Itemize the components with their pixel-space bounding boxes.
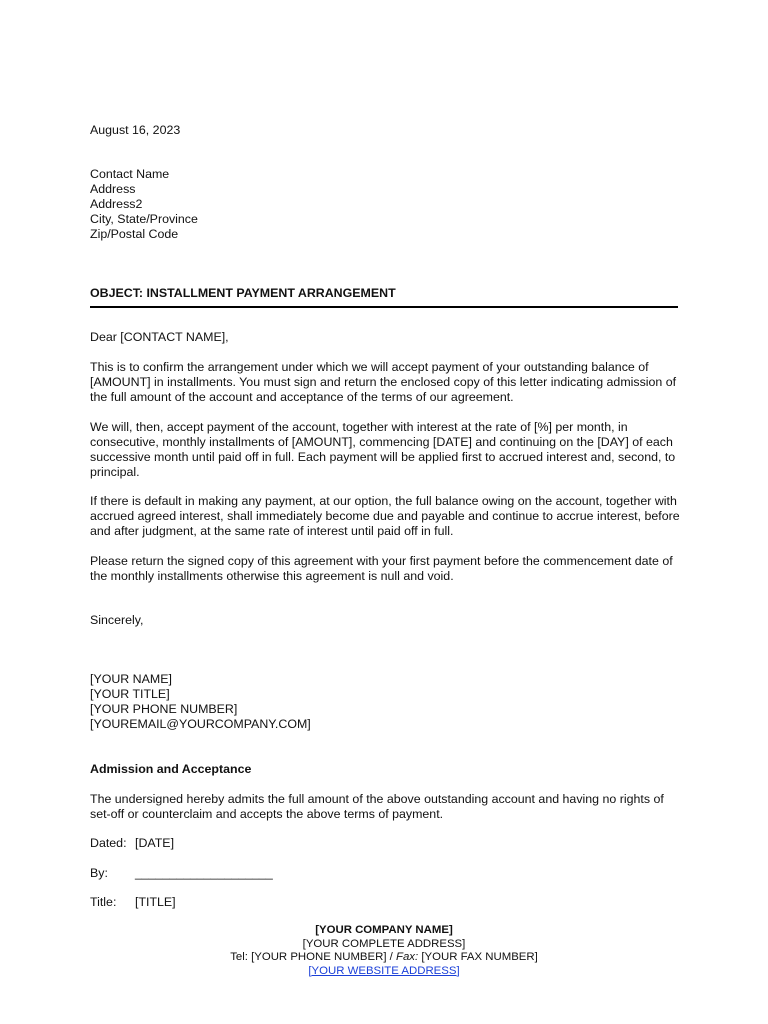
body-paragraph-2: We will, then, accept payment of the account, together with interest at the rate of [%] per month, in consecutive, monthly installments of [AMOUNT], commencing [DATE] and continuing on the [DAY] of each successive month until paid off in full. Each payment will be applied first to accrued interest and, second, to principal. (90, 420, 676, 479)
title-field (90, 895, 176, 910)
footer-tel: [YOUR PHONE NUMBER] (251, 951, 387, 964)
admission-paragraph: The undersigned hereby admits the full amount of the above outstanding account and having no rights of set-off or counterclaim and accepts the above terms of payment. (90, 792, 664, 821)
by-signature-line: ____________________ (135, 866, 273, 880)
dated-value: [DATE] (135, 836, 175, 850)
by-label: By: (90, 866, 108, 880)
recipient-address2: Address2 (90, 197, 143, 211)
recipient-address-block (90, 167, 680, 242)
body-paragraph-1: This is to confirm the arrangement under which we will accept payment of your outstanding balance of [AMOUNT] in installments. You must sign and return the enclosed copy of this letter indicating admission of the full amount of the account and acceptance of the terms of our agreement. (90, 360, 677, 404)
letter-object-heading (90, 286, 680, 301)
closing (90, 613, 680, 628)
by-field (90, 866, 273, 881)
dated-label: Dated: (90, 836, 127, 850)
footer-fax-prefix: Fax: (396, 951, 422, 964)
recipient-city: City, State/Province (90, 212, 198, 226)
signature-title: [YOUR TITLE] (90, 687, 170, 701)
dated-field (90, 836, 174, 851)
recipient-address: Address (90, 182, 136, 196)
company-footer (0, 924, 768, 978)
closing-text: Sincerely, (90, 613, 144, 627)
signature-name: [YOUR NAME] (90, 672, 172, 686)
footer-contact-line (0, 951, 768, 965)
salutation-text: Dear [CONTACT NAME], (90, 330, 229, 344)
date-text: August 16, 2023 (90, 123, 181, 137)
footer-website-link[interactable]: [YOUR WEBSITE ADDRESS] (308, 964, 460, 977)
footer-separator: / (386, 951, 397, 964)
footer-fax: [YOUR FAX NUMBER] (421, 951, 538, 964)
title-label: Title: (90, 895, 117, 909)
footer-address: [YOUR COMPLETE ADDRESS] (302, 937, 466, 950)
salutation (90, 330, 680, 345)
admission-heading-text: Admission and Acceptance (90, 762, 252, 776)
recipient-zip: Zip/Postal Code (90, 227, 179, 241)
footer-company-name: [YOUR COMPANY NAME] (315, 924, 453, 936)
letter-date (90, 123, 680, 138)
recipient-name: Contact Name (90, 167, 170, 181)
heading-divider (90, 306, 678, 308)
admission-heading (90, 762, 680, 777)
signature-block (90, 672, 680, 732)
signature-phone: [YOUR PHONE NUMBER] (90, 702, 238, 716)
body-paragraph-4: Please return the signed copy of this agreement with your first payment before the commencement date of the monthly installments otherwise this agreement is null and void. (90, 554, 673, 583)
signature-email: [YOUREMAIL@YOURCOMPANY.COM] (90, 717, 311, 731)
body-paragraph-3: If there is default in making any payment, at our option, the full balance owing on the account, together with accrued agreed interest, shall immediately become due and payable and continue to accrue interest, before and after judgment, at the same rate of interest until paid off in full. (90, 494, 680, 538)
footer-tel-prefix: Tel: (230, 951, 252, 964)
object-text: OBJECT: INSTALLMENT PAYMENT ARRANGEMENT (90, 286, 396, 300)
title-value: [TITLE] (135, 895, 176, 909)
